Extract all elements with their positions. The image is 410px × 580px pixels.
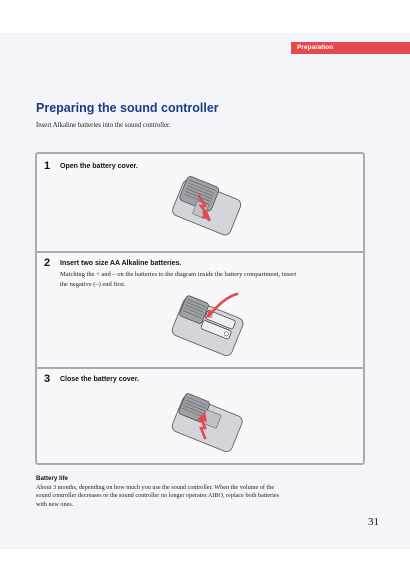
step-1-title: Open the battery cover. <box>60 163 138 170</box>
controller-close-cover-illustration <box>165 388 247 460</box>
top-margin <box>0 0 410 33</box>
bottom-margin <box>0 549 410 580</box>
page-title: Preparing the sound controller <box>36 101 219 115</box>
step-3-title: Close the battery cover. <box>60 376 139 383</box>
step-divider <box>37 367 363 369</box>
note-heading: Battery life <box>36 475 68 482</box>
steps-panel <box>35 152 365 465</box>
page-number: 31 <box>368 516 379 528</box>
step-2-text: Matching the + and – on the batteries to the diagram inside the battery compartment, insert the negative (–) end first. <box>60 271 297 288</box>
step-3-number: 3 <box>44 373 51 385</box>
step-2-title: Insert two size AA Alkaline batteries. <box>60 260 182 267</box>
controller-open-cover-illustration <box>165 174 245 244</box>
section-tab: Preparation <box>291 42 410 54</box>
step-1-number: 1 <box>44 160 51 172</box>
note-body: About 3 months, depending on how much you use the sound controller. When the volume of the sound controller decreases or the sound controller no longer operates AIBO, replace both batteries with new ones. <box>36 484 279 508</box>
step-divider <box>37 251 363 253</box>
page-intro: Insert Alkaline batteries into the sound controller. <box>36 122 171 129</box>
controller-insert-batteries-illustration <box>165 290 247 364</box>
step-2-number: 2 <box>44 257 51 269</box>
